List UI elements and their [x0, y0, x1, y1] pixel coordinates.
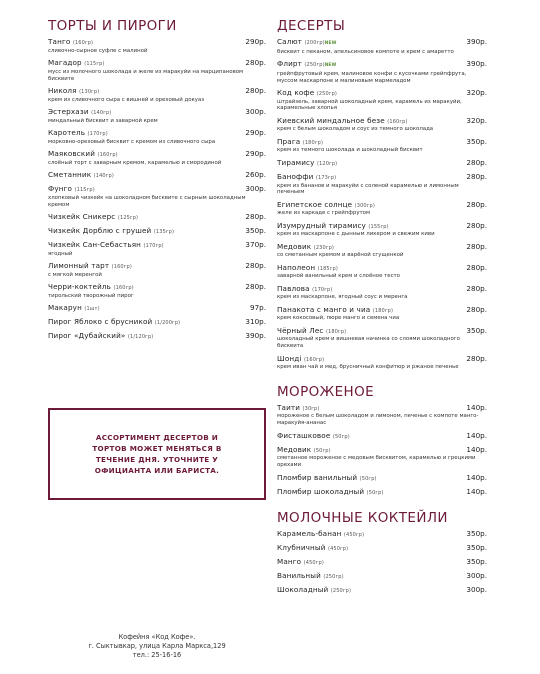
menu-item-description: морковно-ореховый бисквит с кремом из сливочного сыра [48, 138, 216, 145]
menu-item-weight: (160гр) [97, 151, 118, 158]
menu-item [277, 159, 487, 169]
menu-item-name: Чизкейк Дорблю с грушей [48, 226, 152, 235]
menu-item-name: Панакота с манго и чиа [277, 304, 371, 314]
menu-item [277, 474, 487, 484]
section-title-cakes: ТОРТЫ И ПИРОГИ [48, 18, 177, 34]
menu-item-weight: (1/200гр) [154, 320, 181, 327]
menu-item-price: 300р. [245, 184, 266, 193]
menu-list-milkshakes [277, 530, 487, 596]
left-column [48, 18, 266, 346]
footer-cafe-name: Кофейня «Код Кофе». [118, 633, 196, 641]
menu-item-price: 350р. [466, 557, 487, 566]
menu-item-description: штрайзель, заварной шоколадный крем, карамель из маракуйи, карамельные хлопья [277, 98, 462, 112]
menu-item-price: 280р. [466, 157, 487, 167]
menu-item-title [277, 572, 344, 582]
menu-item-row [277, 586, 487, 596]
menu-item-row [48, 262, 266, 272]
menu-item [277, 222, 487, 239]
menu-item-title [277, 264, 338, 274]
menu-item-description: сливочно-сырное суфле с малиной [48, 47, 148, 54]
menu-item-weight: (140гр) [93, 172, 114, 179]
menu-item-price: 320р. [466, 87, 487, 97]
menu-item-title [48, 262, 132, 272]
menu-item-row [277, 306, 487, 316]
menu-item-description: крем кокосовый, пюре манго и семена чиа [277, 315, 400, 322]
menu-item-name: Прага [277, 136, 301, 146]
menu-item-name: Фисташковое [277, 430, 331, 440]
menu-item-title [48, 129, 108, 139]
menu-item-weight: (1/120гр) [127, 334, 154, 341]
menu-item-price: 280р. [245, 282, 266, 292]
menu-item [48, 318, 266, 328]
menu-item-weight: (250гр) [304, 62, 325, 68]
menu-item-price: 140р. [466, 472, 487, 482]
menu-item-title [277, 306, 393, 316]
menu-item-price: 280р. [245, 211, 266, 221]
menu-item-price: 290р. [245, 127, 266, 137]
menu-item-name: Макарун [48, 303, 82, 313]
menu-item-price: 280р. [466, 262, 487, 272]
menu-item-description: крем с белым шоколадом и соус из темного шоколада [277, 126, 434, 133]
menu-item-name: Наполеон [277, 262, 316, 272]
menu-item [277, 60, 487, 84]
menu-item-price: 350р. [466, 528, 487, 538]
menu-item-name: Пломбир ванильный [277, 472, 358, 482]
menu-item-title [277, 446, 331, 456]
menu-item-price: 350р. [466, 542, 487, 552]
menu-item-title [277, 173, 336, 183]
menu-item-price: 280р. [466, 199, 487, 209]
menu-item-price: 280р. [466, 171, 487, 181]
menu-item-row [277, 474, 487, 484]
menu-item-description: хлопковый чизкейк на шоколадном бисквите с сырным шоколадным кремом [48, 194, 246, 208]
menu-item-price: 280р. [466, 283, 487, 293]
menu-item [277, 530, 487, 540]
menu-item [48, 87, 266, 104]
menu-item-name: Ванильный [277, 571, 321, 581]
menu-item-title [277, 404, 319, 414]
menu-item-weight: (180гр) [325, 328, 347, 335]
menu-item [48, 213, 266, 223]
menu-item-row [48, 185, 266, 195]
menu-item [48, 59, 266, 82]
menu-item-weight: (250гр) [330, 588, 352, 595]
menu-list-cakes [48, 38, 266, 342]
menu-item-weight: (155гр) [368, 223, 389, 230]
menu-item-price: 290р. [245, 148, 266, 158]
menu-item-description: крем из маскарпоне, ягодный соус и меренга [277, 294, 408, 301]
menu-item-weight: (130гр) [79, 88, 100, 95]
menu-item-name: Николя [48, 85, 77, 95]
menu-item-price: 390р. [245, 331, 266, 341]
menu-item-price: 280р. [466, 220, 487, 230]
menu-item-title [277, 38, 336, 49]
menu-item-title [48, 332, 153, 342]
menu-item [277, 558, 487, 568]
menu-item-price: 280р. [245, 85, 266, 95]
menu-item-weight: (180гр) [372, 307, 394, 314]
menu-item-weight: (125гр) [117, 214, 139, 221]
menu-item-price: 280р. [466, 353, 487, 363]
menu-item-description: сметанное мороженое с медовым бисквитом, карамелью и грецкими орехами [277, 455, 476, 469]
menu-item-name: Манго [277, 557, 302, 566]
menu-item-price: 300р. [466, 571, 487, 581]
menu-item-row [48, 318, 266, 328]
menu-item-description: тирольский творожный пирог [48, 292, 134, 299]
menu-item-description: грейпфрутовый крем, малиновое конфи с кусочками грейпфрута, муссом маскарпоне и малиновым мармеладом [277, 70, 467, 84]
menu-item-row [277, 173, 487, 183]
menu-item-weight: (450гр) [327, 545, 349, 552]
menu-item-description: крем иван чай и мед, брусничный конфитюр и ржаное печенье [277, 364, 459, 371]
menu-item [48, 332, 266, 342]
menu-item [277, 89, 487, 112]
menu-item-row [277, 264, 487, 274]
menu-item-name: Шонді [277, 353, 302, 363]
menu-item-price: 280р. [245, 261, 266, 271]
menu-item-name: Эстерхази [48, 106, 89, 116]
new-badge: NEW [324, 41, 337, 46]
menu-item-price: 370р. [245, 240, 266, 250]
menu-item-price: 320р. [466, 115, 487, 125]
menu-item-title [48, 304, 100, 314]
menu-item-weight: (170гр) [312, 286, 333, 293]
menu-item-description: мусс из молочного шоколада и желе из маракуйи на марципановом бисквите [48, 68, 244, 82]
menu-item [48, 150, 266, 167]
menu-item [48, 241, 266, 258]
menu-item-name: Фунго [48, 184, 73, 193]
menu-item-weight: (450гр) [303, 560, 324, 566]
menu-item-price: 140р. [466, 444, 487, 454]
menu-item [277, 138, 487, 155]
menu-item-row [277, 327, 487, 337]
menu-item-name: Павлова [277, 283, 310, 293]
menu-item [277, 173, 487, 196]
menu-item-name: Медовик [277, 444, 312, 454]
menu-item-description: крем из сливочного сыра с вишней и ореховый докуаз [48, 96, 205, 103]
menu-item [277, 446, 487, 469]
menu-item-price: 280р. [466, 304, 487, 314]
menu-item-description: крем из маскарпоне с дынным ликером и свежим киви [277, 231, 435, 238]
menu-item [277, 264, 487, 281]
menu-item-title [277, 355, 324, 365]
menu-item-row [277, 446, 487, 456]
menu-item [277, 306, 487, 323]
menu-item-name: Изумрудный тирамису [277, 220, 366, 230]
menu-item-title [48, 108, 111, 118]
menu-item-weight: (173гр) [315, 174, 337, 181]
menu-item-description: крем из темного шоколада и шоколадный бисквит [277, 147, 423, 154]
menu-item-row [277, 222, 487, 232]
menu-item-row [277, 285, 487, 295]
menu-item [48, 283, 266, 300]
menu-item [48, 38, 266, 55]
menu-item-title [277, 117, 408, 127]
menu-item-weight: (160гр) [387, 118, 408, 125]
menu-item-price: 350р. [466, 136, 487, 146]
menu-item-title [48, 38, 93, 48]
menu-item-price: 350р. [245, 226, 266, 235]
menu-item-name: Сметанник [48, 169, 92, 179]
menu-item [277, 355, 487, 372]
menu-item-weight: (50гр) [359, 475, 377, 482]
menu-item-name: Чёрный Лес [277, 325, 324, 335]
menu-item-weight: (450гр) [343, 531, 365, 538]
menu-item-row [277, 558, 487, 568]
menu-item-title [48, 185, 95, 195]
menu-item [48, 171, 266, 181]
menu-item-weight: (120гр) [316, 160, 338, 167]
menu-item-row [48, 59, 266, 69]
menu-item-price: 97р. [250, 303, 266, 313]
menu-item-name: Каротель [48, 127, 86, 137]
menu-item-title [277, 544, 348, 554]
menu-item-weight: (160гр) [72, 40, 94, 46]
menu-item-row [48, 332, 266, 342]
menu-item-title [48, 213, 138, 223]
menu-item [277, 404, 487, 427]
menu-item-description: миндальный бисквит и заварной крем [48, 117, 158, 124]
menu-item [277, 327, 487, 350]
menu-item-row [48, 304, 266, 314]
menu-item [48, 108, 266, 125]
menu-item-title [48, 87, 99, 97]
menu-item-name: Черри-коктейль [48, 282, 112, 292]
menu-item-title [48, 171, 114, 181]
menu-item-title [277, 558, 324, 568]
menu-item [277, 285, 487, 302]
menu-item-description: бисквит с пеканом, апельсиновое компоте и крем с амаретто [277, 48, 454, 55]
menu-item-name: Клубничный [277, 542, 326, 552]
menu-item-row [277, 201, 487, 211]
right-column [277, 18, 487, 600]
footer-address [48, 633, 266, 660]
menu-item-row [48, 87, 266, 97]
menu-item-name: Флирт [277, 59, 302, 68]
menu-item-title [277, 159, 337, 169]
menu-item-description: слоёный торт с заварным кремом, карамелью и смородиной [48, 159, 222, 166]
menu-item [277, 117, 487, 134]
menu-item-weight: (135гр) [153, 229, 175, 235]
menu-item-title [277, 138, 323, 148]
menu-item-row [277, 488, 487, 498]
menu-item-name: Пломбир шоколадный [277, 486, 365, 496]
new-badge: NEW [324, 63, 337, 68]
menu-item-weight: (50гр) [366, 489, 384, 496]
menu-item-row [277, 404, 487, 414]
menu-item-weight: (160гр) [113, 285, 134, 292]
menu-item-price: 280р. [466, 241, 487, 251]
menu-item [277, 432, 487, 442]
menu-item-title [277, 60, 336, 71]
menu-item-price: 300р. [245, 106, 266, 116]
menu-item [277, 38, 487, 56]
menu-item-row [277, 138, 487, 148]
section-title-icecream: МОРОЖЕНОЕ [277, 383, 375, 400]
menu-item-name: Код кофе [277, 87, 315, 97]
menu-item-price: 140р. [466, 402, 487, 412]
menu-item-row [277, 117, 487, 127]
menu-item-title [277, 285, 332, 295]
menu-item-weight: (250гр) [316, 90, 337, 97]
menu-item [277, 572, 487, 582]
menu-item-title [277, 327, 346, 337]
menu-item-weight: (200гр) [304, 40, 325, 46]
notice-text: АССОРТИМЕНТ ДЕСЕРТОВ И ТОРТОВ МОЖЕТ МЕНЯТЬСЯ В ТЕЧЕНИЕ ДНЯ. УТОЧНИТЕ У ОФИЦИАНТА ИЛИ БАРИСТА. [92, 433, 222, 475]
menu-item-title [277, 432, 350, 442]
menu-item-name: Карамель-банан [277, 528, 342, 538]
menu-item-weight: (160гр) [111, 264, 132, 271]
menu-item-title [48, 283, 134, 293]
menu-item-name: Таити [277, 402, 301, 412]
menu-item-price: 260р. [245, 169, 266, 179]
menu-item-title [277, 586, 351, 596]
menu-item-row [277, 572, 487, 582]
menu-item-title [277, 89, 337, 99]
menu-item-weight: (160гр) [303, 356, 325, 363]
menu-item-title [277, 488, 384, 498]
menu-item-row [48, 108, 266, 118]
footer-street: г. Сыктывкар, улица Карла Маркса,129 [88, 642, 226, 650]
menu-item-title [277, 243, 334, 253]
menu-item [277, 544, 487, 554]
menu-item-price: 140р. [466, 430, 487, 440]
menu-item-row [277, 159, 487, 169]
menu-item-row [48, 241, 266, 251]
menu-item-row [277, 89, 487, 99]
menu-item-name: Медовик [277, 241, 312, 251]
menu-item-weight: (170гр) [143, 243, 164, 250]
menu-item [277, 201, 487, 218]
menu-item-row [48, 213, 266, 223]
menu-item-row [48, 227, 266, 237]
menu-item-price: 310р. [245, 317, 266, 327]
menu-item-price: 390р. [466, 37, 487, 46]
menu-item-row [277, 530, 487, 540]
menu-item [277, 243, 487, 260]
menu-item [48, 227, 266, 237]
menu-item-weight: (30гр) [302, 405, 320, 412]
menu-item [48, 185, 266, 208]
menu-item-title [277, 474, 377, 484]
menu-item-weight: (50гр) [332, 433, 350, 440]
menu-item-name: Баноффи [277, 171, 314, 181]
menu-item-row [48, 38, 266, 48]
menu-list-desserts [277, 38, 487, 371]
menu-item-row [277, 60, 487, 71]
menu-list-icecream [277, 404, 487, 498]
menu-item-description: заварной ванильный крем и слоёное тесто [277, 273, 400, 280]
menu-item-title [277, 530, 364, 540]
menu-item [277, 586, 487, 596]
menu-item-weight: (230гр) [313, 244, 335, 251]
menu-item-price: 350р. [466, 325, 487, 335]
menu-item-description: ягодный [48, 250, 73, 257]
menu-item-name: Танго [48, 37, 71, 46]
menu-item-weight: (250гр) [323, 574, 344, 581]
footer-phone: тел.: 25-16-16 [132, 651, 182, 659]
menu-item-price: 390р. [466, 59, 487, 68]
menu-item-title [48, 318, 180, 328]
menu-item [277, 488, 487, 498]
menu-item-price: 140р. [466, 486, 487, 496]
menu-item-row [277, 38, 487, 49]
menu-item-name: Лимонный тарт [48, 261, 110, 271]
menu-item-weight: (170гр) [87, 130, 108, 137]
menu-item-weight: (115гр) [74, 187, 95, 193]
menu-item-title [48, 241, 164, 251]
menu-item-row [277, 432, 487, 442]
menu-item-title [48, 150, 118, 160]
menu-item-description: с мягкой меренгой [48, 271, 102, 278]
menu-item-weight: (140гр) [91, 109, 112, 116]
menu-item-price: 300р. [466, 585, 487, 595]
menu-item-name: Маяковский [48, 148, 96, 158]
menu-item-title [48, 59, 105, 69]
menu-item-row [277, 243, 487, 253]
menu-item-weight: (185гр) [317, 265, 338, 272]
menu-item-name: Магадор [48, 58, 82, 67]
menu-item-name: Салют [277, 37, 303, 46]
menu-item-name: Чизкейк Сан-Себастьян [48, 240, 142, 250]
menu-item-title [277, 201, 375, 211]
menu-item-title [277, 222, 389, 232]
menu-item-weight: (50гр) [313, 447, 331, 454]
menu-item-name: Египетское солнце [277, 199, 353, 209]
menu-item [48, 304, 266, 314]
menu-item-name: Киевский миндальное безе [277, 115, 385, 125]
section-title-desserts: ДЕСЕРТЫ [277, 18, 346, 34]
menu-item [48, 262, 266, 279]
section-title-milkshakes: МОЛОЧНЫЕ КОКТЕЙЛИ [277, 509, 448, 526]
menu-item-description: мороженое с белым шоколадом и лимоном, печенье с компоте манго-маракуйя-ананас [277, 413, 479, 427]
menu-item-weight: (115гр) [84, 61, 105, 67]
menu-item-row [48, 171, 266, 181]
menu-item-row [48, 283, 266, 293]
menu-item-description: шоколадный крем и вишневая начинка со слоями шоколадного бисквита [277, 336, 460, 350]
menu-item-name: Пирог Яблоко с брусникой [48, 317, 153, 327]
menu-item-name: Тирамису [277, 157, 315, 167]
menu-item-name: Пирог «Дубайский» [48, 331, 126, 341]
menu-item-weight: (1шт) [84, 306, 100, 313]
menu-item-description: желе из каркаде с грейпфрутом [277, 210, 371, 217]
menu-item-title [48, 227, 174, 237]
menu-item-row [277, 544, 487, 554]
menu-item-row [277, 355, 487, 365]
menu-item-weight: (300гр) [354, 202, 375, 209]
menu-item-description: со сметанным кремом и варёной сгущенкой [277, 252, 404, 259]
menu-item-price: 280р. [245, 58, 266, 67]
menu-item-row [48, 129, 266, 139]
menu-item-description: крем из бананов и маракуйи с соленой карамелью и лимонным печеньем [277, 182, 459, 196]
menu-item-price: 290р. [245, 37, 266, 46]
menu-item-name: Шоколадный [277, 585, 329, 595]
menu-item-weight: (180гр) [302, 139, 324, 146]
menu-item [48, 129, 266, 146]
menu-item-row [48, 150, 266, 160]
menu-item-name: Чизкейк Сникерс [48, 211, 116, 221]
assortment-notice [48, 408, 266, 500]
